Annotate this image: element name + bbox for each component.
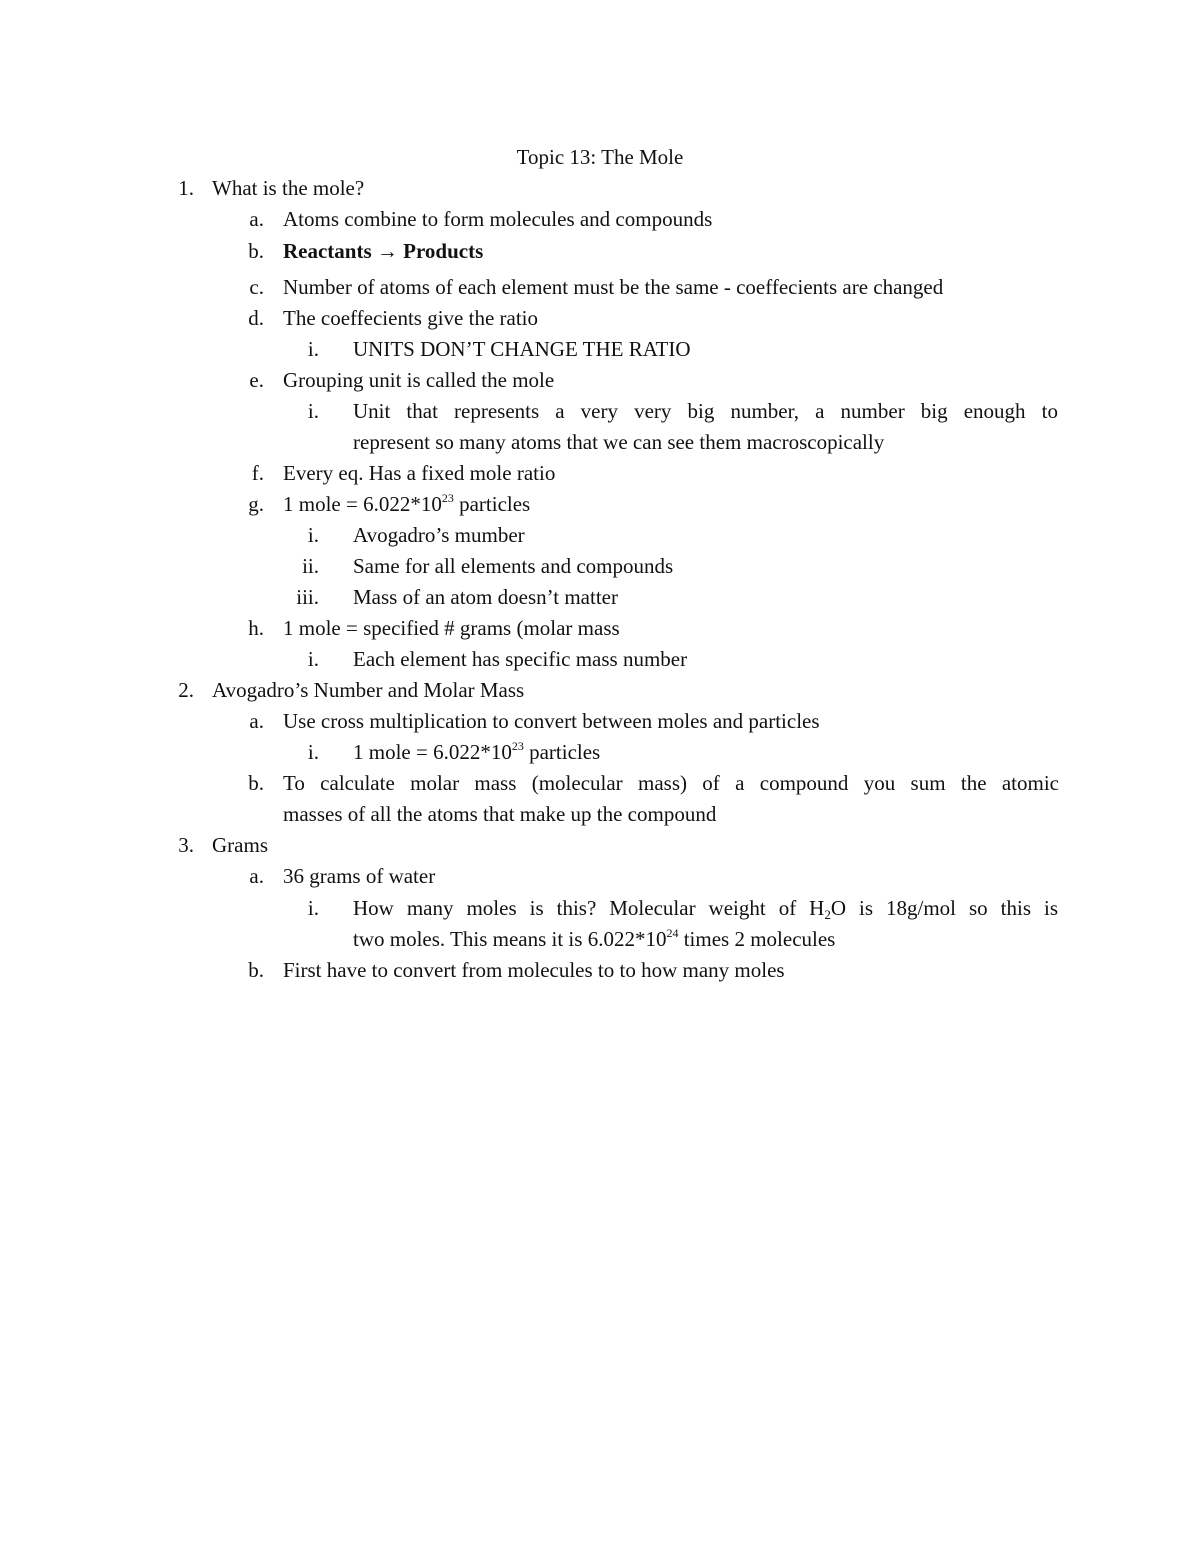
list-item-text: How many moles is this? Molecular weight of $H_2O$ is 18g/mol so this is bbox=[353, 896, 1058, 922]
list-marker: i. bbox=[307, 896, 319, 920]
list-item-text: First have to convert from molecules to to how many moles bbox=[283, 958, 785, 982]
list-item bbox=[0, 238, 1200, 264]
list-marker: a. bbox=[249, 864, 264, 888]
list-item bbox=[0, 895, 1200, 921]
list-item bbox=[0, 491, 1200, 517]
list-marker: c. bbox=[249, 275, 264, 299]
list-item-continuation bbox=[0, 429, 1200, 455]
list-marker: ii. bbox=[302, 554, 319, 578]
list-item-text: Unit that represents a very very big number, a number big enough to bbox=[353, 399, 1058, 423]
list-marker: i. bbox=[307, 740, 319, 764]
list-item bbox=[0, 770, 1200, 796]
list-item-text: Grouping unit is called the mole bbox=[283, 368, 555, 392]
list-item bbox=[0, 957, 1200, 983]
list-marker: i. bbox=[307, 337, 319, 361]
list-marker: i. bbox=[307, 647, 319, 671]
list-marker: g. bbox=[248, 492, 264, 516]
list-item-text: Atoms combine to form molecules and compounds bbox=[283, 207, 713, 231]
list-item-text: represent so many atoms that we can see them macroscopically bbox=[353, 430, 885, 454]
list-item-text: UNITS DON’T CHANGE THE RATIO bbox=[353, 337, 691, 361]
list-marker: b. bbox=[248, 239, 264, 263]
list-item bbox=[0, 553, 1200, 579]
list-marker: 2. bbox=[178, 678, 194, 702]
list-marker: f. bbox=[251, 461, 264, 485]
list-item-continuation bbox=[0, 926, 1200, 952]
exponent: 24 bbox=[666, 926, 679, 940]
list-item-text: 1 mole = $6.022*10^{23}$ particles bbox=[353, 739, 601, 764]
list-item bbox=[0, 175, 1200, 201]
list-item-text: Number of atoms of each element must be the same - coeffecients are changed bbox=[283, 275, 944, 299]
exponent: 23 bbox=[511, 739, 524, 753]
list-marker: h. bbox=[248, 616, 264, 640]
list-marker: 3. bbox=[178, 833, 194, 857]
exponent: 23 bbox=[441, 491, 454, 505]
list-item bbox=[0, 584, 1200, 610]
list-item bbox=[0, 708, 1200, 734]
list-item-text: The coeffecients give the ratio bbox=[283, 306, 538, 330]
list-item-text: masses of all the atoms that make up the compound bbox=[283, 802, 717, 826]
list-marker: a. bbox=[249, 207, 264, 231]
list-item bbox=[0, 274, 1200, 300]
list-item-text: Same for all elements and compounds bbox=[353, 554, 674, 578]
list-marker: b. bbox=[248, 771, 264, 795]
subscript: 2 bbox=[824, 907, 831, 922]
list-marker: d. bbox=[248, 306, 264, 330]
list-marker: e. bbox=[249, 368, 264, 392]
list-item bbox=[0, 677, 1200, 703]
list-marker: i. bbox=[307, 399, 319, 423]
section-heading: Avogadro’s Number and Molar Mass bbox=[212, 678, 525, 702]
list-item bbox=[0, 646, 1200, 672]
list-item bbox=[0, 206, 1200, 232]
list-marker: i. bbox=[307, 523, 319, 547]
list-item bbox=[0, 336, 1200, 362]
list-marker: iii. bbox=[296, 585, 319, 609]
list-item bbox=[0, 305, 1200, 331]
list-item bbox=[0, 398, 1200, 424]
list-item-text: Every eq. Has a fixed mole ratio bbox=[283, 461, 556, 485]
list-item-text: 1 mole = specified # grams (molar mass bbox=[283, 616, 620, 640]
list-item-text: Use cross multiplication to convert between moles and particles bbox=[283, 709, 820, 733]
list-item bbox=[0, 522, 1200, 548]
list-item-text: Avogadro’s mumber bbox=[353, 523, 525, 547]
section-heading: What is the mole? bbox=[212, 176, 365, 200]
list-item-text: Reactants → Products bbox=[283, 239, 484, 263]
list-item bbox=[0, 739, 1200, 765]
list-item-text: two moles. This means it is $6.022*10^{24}$ times 2 molecules bbox=[353, 926, 836, 951]
list-marker: a. bbox=[249, 709, 264, 733]
list-item bbox=[0, 460, 1200, 486]
list-item-text: To calculate molar mass (molecular mass) of a compound you sum the atomic bbox=[283, 771, 1059, 795]
list-item bbox=[0, 863, 1200, 889]
section-heading: Grams bbox=[212, 833, 268, 857]
list-item-continuation bbox=[0, 801, 1200, 827]
list-item-text: 36 grams of water bbox=[283, 864, 436, 888]
page-title: Topic 13: The Mole bbox=[516, 145, 684, 169]
list-item bbox=[0, 615, 1200, 641]
list-item bbox=[0, 832, 1200, 858]
list-item-text: 1 mole = $6.022*10^{23}$ particles bbox=[283, 491, 531, 516]
list-item bbox=[0, 367, 1200, 393]
list-item-text: Mass of an atom doesn’t matter bbox=[353, 585, 618, 609]
list-item-text: Each element has specific mass number bbox=[353, 647, 688, 671]
list-marker: 1. bbox=[178, 176, 194, 200]
list-marker: b. bbox=[248, 958, 264, 982]
